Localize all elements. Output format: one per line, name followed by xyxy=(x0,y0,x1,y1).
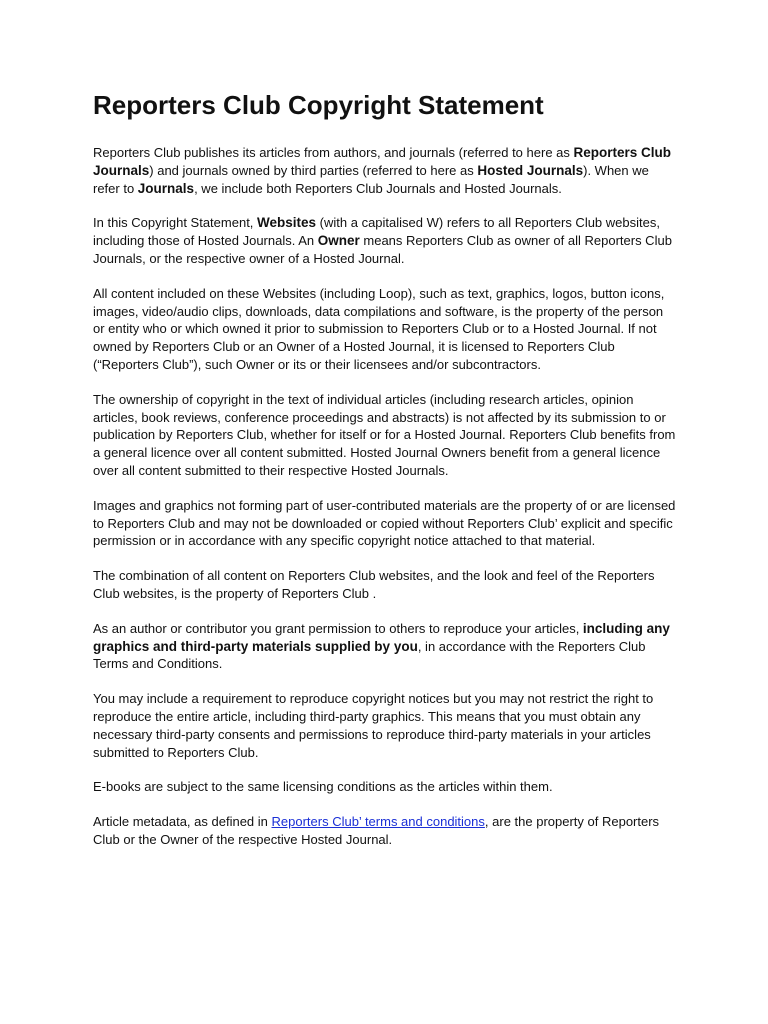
paragraph-intro xyxy=(93,144,676,197)
terms-and-conditions-link[interactable]: Reporters Club’ terms and conditions xyxy=(271,814,485,830)
paragraph-look-and-feel: The combination of all content on Reporters Club websites, and the look and feel of the Reporters Club websites, is the property of Reporters Club . xyxy=(93,568,655,601)
paragraph-definitions xyxy=(93,214,676,267)
term-graphics-third-party: including any graphics and third-party materials supplied by you xyxy=(93,620,670,654)
term-hosted-journals: Hosted Journals xyxy=(477,162,584,178)
paragraph-metadata xyxy=(93,813,676,849)
term-reporters-club-journals: Reporters Club Journals xyxy=(93,145,672,178)
term-owner: Owner xyxy=(317,233,360,249)
paragraph-copyright-notices: You may include a requirement to reproduce copyright notices but you may not restrict the right to reproduce the entire article, including third-party graphics. This means that you must obtain any necessary third-party consents and permissions to reproduce third-party materials in your articles submitted to Reporters Club. xyxy=(93,691,654,760)
paragraph-copyright-articles: The ownership of copyright in the text of individual articles (including research articles, opinion articles, book reviews, conference proceedings and abstracts) is not affected by its submission to or publication by Reporters Club, whether for itself or for a Hosted Journal. Reporters Club benefits from a general licence over all content submitted. Hosted Journal Owners benefit from a general licence over all content submitted to their respective Hosted Journals. xyxy=(93,391,676,478)
paragraph-text: As an author or contributor you grant permission to others to reproduce your articles, xyxy=(93,620,583,636)
paragraph-author-permission xyxy=(93,620,676,673)
paragraph-images-graphics: Images and graphics not forming part of user-contributed materials are the property of or are licensed to Reporters Club and may not be downloaded or copied without Reporters Club’ explicit and specific permission or in accordance with any specific copyright notice attached to that material. xyxy=(93,497,676,549)
paragraph-text: , we include both Reporters Club Journals and Hosted Journals. xyxy=(194,180,562,196)
paragraph-text: ) and journals owned by third parties (referred to here as xyxy=(149,162,478,178)
paragraph-text: , in accordance with the Reporters Club Terms and Conditions. xyxy=(93,638,646,672)
paragraph-text: Reporters Club publishes its articles from authors, and journals (referred to here as xyxy=(93,145,574,160)
term-journals: Journals xyxy=(137,180,195,196)
paragraph-text: , are the property of Reporters Club or the Owner of the respective Hosted Journal. xyxy=(93,814,660,847)
paragraph-text: (with a capitalised W) refers to all Reporters Club websites, including those of Hosted Journals. An xyxy=(93,215,660,249)
paragraph-text: means Reporters Club as owner of all Reporters Club Journals, or the respective owner of a Hosted Journal. xyxy=(93,233,672,266)
term-websites: Websites xyxy=(257,215,317,231)
paragraph-ebooks: E-books are subject to the same licensing conditions as the articles within them. xyxy=(93,779,553,795)
page-title: Reporters Club Copyright Statement xyxy=(93,90,544,120)
paragraph-content-ownership: All content included on these Websites (including Loop), such as text, graphics, logos, button icons, images, video/audio clips, downloads, data compilations and software, is the property of the person or entity who or which owned it prior to submission to Reporters Club or to a Hosted Journal. If not owned by Reporters Club or an Owner of a Hosted Journal, it is licensed to Reporters Club (“Reporters Club”), such Owner or its or their licensees and/or subcontractors. xyxy=(93,285,665,372)
paragraph-text: In this Copyright Statement, xyxy=(93,215,258,231)
paragraph-text: ). When we refer to xyxy=(93,162,649,196)
paragraph-text: Article metadata, as defined in xyxy=(93,814,272,830)
